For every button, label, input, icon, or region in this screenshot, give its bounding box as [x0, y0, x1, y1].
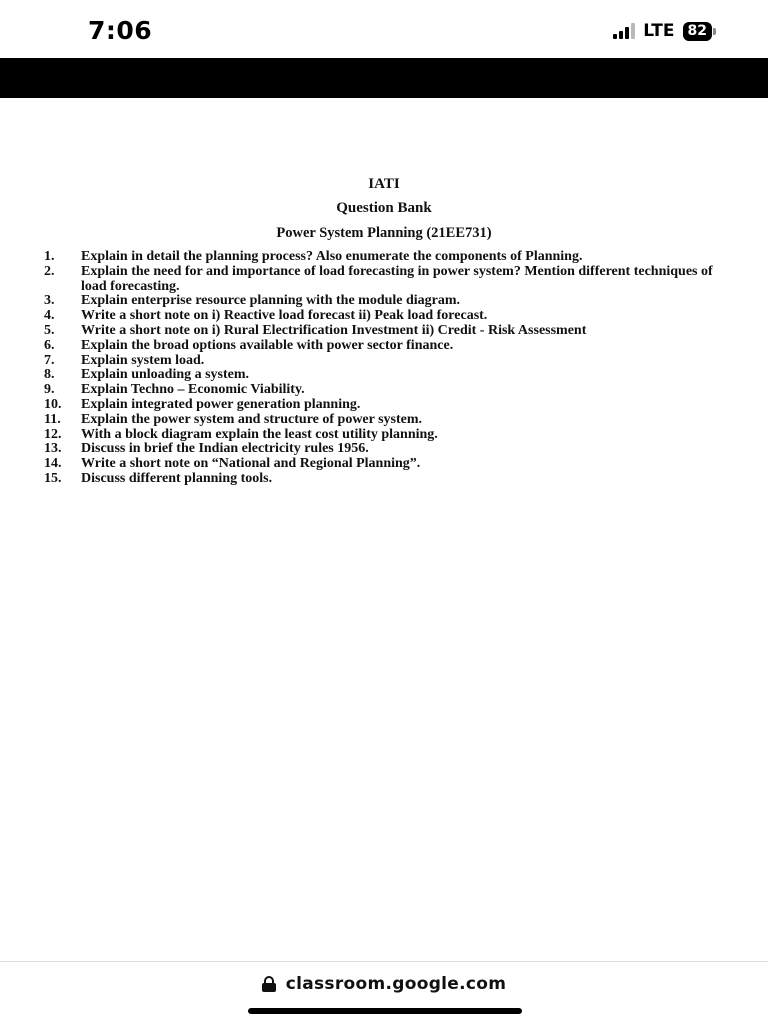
question-text: With a block diagram explain the least cost utility planning. — [81, 426, 438, 442]
list-item — [44, 265, 724, 295]
question-text: Explain in detail the planning process? Also enumerate the components of Planning. — [81, 249, 583, 264]
list-item — [44, 428, 724, 443]
question-text: Explain the broad options available with power sector finance. — [81, 337, 454, 353]
signal-icon — [613, 23, 635, 39]
top-bar — [0, 58, 768, 98]
course-title: Power System Planning (21EE731) — [276, 225, 492, 241]
question-number: 10. — [44, 396, 62, 412]
url-text[interactable]: classroom.google.com — [285, 974, 507, 994]
question-number: 4. — [44, 308, 55, 324]
list-item — [44, 250, 724, 265]
list-item — [44, 339, 724, 354]
question-text: Explain system load. — [81, 352, 205, 368]
document-title: IATI — [368, 176, 400, 192]
lock-icon — [262, 976, 276, 992]
question-text: Write a short note on i) Reactive load forecast ii) Peak load forecast. — [81, 308, 488, 324]
question-number: 9. — [44, 382, 55, 398]
question-text: Write a short note on “National and Regional Planning”. — [81, 456, 421, 472]
question-number: 6. — [44, 337, 55, 353]
list-item — [44, 457, 724, 472]
list-item — [44, 354, 724, 369]
document-subtitle: Question Bank — [336, 200, 432, 216]
question-text: Explain Techno – Economic Viability. — [81, 382, 305, 398]
list-item — [44, 324, 724, 339]
status-bar — [0, 0, 768, 58]
battery-level: 82 — [683, 22, 712, 41]
question-number: 8. — [44, 367, 55, 383]
list-item — [44, 294, 724, 309]
list-item — [44, 368, 724, 383]
question-list — [44, 250, 724, 487]
document-page[interactable] — [0, 98, 768, 960]
question-number: 14. — [44, 456, 62, 472]
question-number: 13. — [44, 441, 62, 457]
question-number: 11. — [44, 411, 61, 427]
question-number: 2. — [44, 263, 55, 279]
network-type: LTE — [643, 21, 675, 41]
list-item — [44, 383, 724, 398]
question-text: Explain enterprise resource planning with the module diagram. — [81, 293, 461, 309]
question-number: 15. — [44, 470, 62, 486]
list-item — [44, 309, 724, 324]
list-item — [44, 413, 724, 428]
question-text: Discuss different planning tools. — [81, 470, 273, 486]
status-indicators — [613, 20, 716, 42]
status-time: 7:06 — [88, 16, 153, 45]
question-number: 5. — [44, 322, 55, 338]
question-number: 3. — [44, 293, 55, 309]
question-text: Write a short note on i) Rural Electrification Investment ii) Credit - Risk Assessment — [81, 322, 587, 338]
list-item — [44, 442, 724, 457]
question-text: Explain unloading a system. — [81, 367, 250, 383]
question-number: 7. — [44, 352, 55, 368]
question-text: Explain the need for and importance of load forecasting in power system? Mention different techniques of load forecasting. — [81, 263, 713, 294]
question-number: 1. — [44, 249, 55, 264]
question-text: Discuss in brief the Indian electricity rules 1956. — [81, 441, 369, 457]
question-text: Explain integrated power generation planning. — [81, 396, 361, 412]
address-bar[interactable] — [0, 974, 768, 994]
question-text: Explain the power system and structure of power system. — [81, 411, 423, 427]
list-item — [44, 472, 724, 487]
home-indicator[interactable] — [248, 1008, 522, 1014]
url-bar[interactable] — [0, 962, 768, 1024]
battery-icon — [683, 22, 716, 41]
list-item — [44, 398, 724, 413]
question-number: 12. — [44, 426, 62, 442]
